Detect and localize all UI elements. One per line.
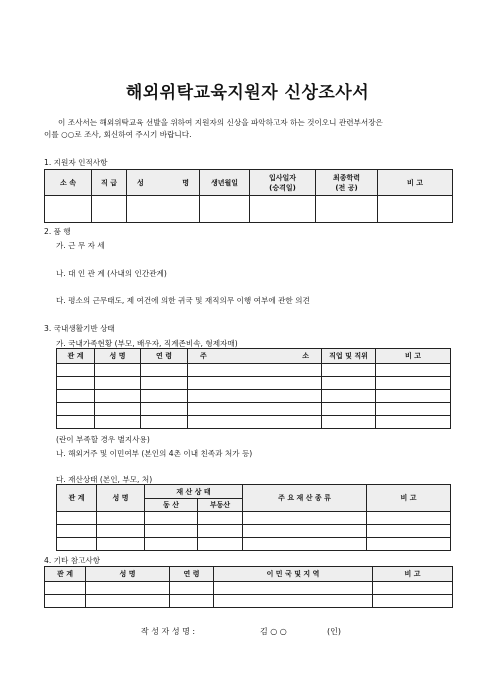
cell-birthdate[interactable] (200, 196, 250, 223)
table-row (57, 538, 451, 551)
seal-mark: (인) (327, 627, 341, 636)
table-row (45, 595, 453, 608)
cell-affiliation[interactable] (45, 196, 92, 223)
table-row (57, 512, 451, 525)
table-row (57, 377, 451, 390)
signature-name[interactable]: 김 ○ ○ (260, 627, 287, 636)
header-remarks: 비 고 (367, 485, 451, 512)
header-rank: 직 급 (92, 170, 127, 196)
table-row (45, 196, 453, 223)
section-4-heading: 4. 기타 참고사항 (44, 556, 101, 565)
header-relation: 관 계 (57, 349, 95, 364)
cell-join-date[interactable] (250, 196, 316, 223)
signature-label: 작 성 자 성 명 : (141, 627, 196, 636)
header-relation: 관 계 (45, 567, 86, 582)
applicant-info-table (44, 169, 453, 223)
section-1-heading: 1. 지원자 인적사항 (44, 158, 108, 167)
header-remarks: 비 고 (376, 349, 451, 364)
family-status-heading: 가. 국내가족현황 (부모, 배우자, 직계존비속, 형제자매) (56, 339, 238, 348)
header-name: 성 명 (86, 567, 170, 582)
header-name: 성 명 (97, 485, 145, 512)
page-title: 해외위탁교육지원자 신상조사서 (125, 83, 370, 103)
family-status-table (56, 348, 451, 429)
cell-remarks[interactable] (378, 196, 453, 223)
header-occupation: 직업 및 직위 (322, 349, 376, 364)
section-3-heading: 3. 국내생활기반 상태 (44, 324, 115, 333)
header-main-property-types: 주 요 재 산 종 류 (243, 485, 367, 512)
table-row (57, 416, 451, 429)
assets-heading: 다. 재산상태 (본인, 부모, 처) (56, 475, 153, 484)
header-name: 성 명 (127, 170, 200, 196)
header-emigration-country: 이 민 국 및 지 역 (214, 567, 373, 582)
table-row (57, 364, 451, 377)
assets-table (56, 484, 451, 551)
header-birthdate: 생년월일 (200, 170, 250, 196)
header-education: 최종학력 (전 공) (316, 170, 378, 196)
header-age: 연 령 (170, 567, 214, 582)
header-real-estate: 부동산 (198, 499, 243, 512)
table-row (57, 390, 451, 403)
header-remarks: 비 고 (378, 170, 453, 196)
header-address: 주 소 (188, 349, 322, 364)
intro-line-1: 이 조사서는 해외위탁교육 선발을 위하여 지원자의 신상을 파악하고자 하는 것이오니 관련부서장은 (58, 118, 383, 127)
other-references-table (44, 566, 453, 608)
cell-rank[interactable] (92, 196, 127, 223)
header-movable-property: 동 산 (145, 499, 198, 512)
header-remarks: 비 고 (373, 567, 453, 582)
extra-sheet-note: (란이 부족할 경우 별지사용) (56, 435, 150, 444)
table-row (57, 403, 451, 416)
overseas-residence-heading: 나. 해외거주 및 이민여부 (본인의 4촌 이내 친족과 처가 등) (56, 449, 253, 458)
cell-education[interactable] (316, 196, 378, 223)
cell-name[interactable] (127, 196, 200, 223)
header-property-status: 재 산 상 태 (145, 485, 243, 499)
intro-line-2: 이를 ○○로 조사, 회신하여 주시기 바랍니다. (44, 130, 192, 139)
header-name: 성 명 (95, 349, 141, 364)
table-row (57, 525, 451, 538)
header-affiliation: 소 속 (45, 170, 92, 196)
conduct-item-a: 가. 근 무 자 세 (56, 241, 105, 250)
header-relation: 관 계 (57, 485, 97, 512)
table-row (45, 582, 453, 595)
header-join-date: 입사일자 (승격일) (250, 170, 316, 196)
header-age: 연 령 (141, 349, 188, 364)
section-2-heading: 2. 품 행 (44, 227, 71, 236)
conduct-item-c: 다. 평소의 근무태도, 제 여건에 의한 귀국 및 재직의무 이행 여부에 관한 의견 (56, 296, 310, 305)
conduct-item-b: 나. 대 인 관 계 (사내의 인간관계) (56, 269, 167, 278)
